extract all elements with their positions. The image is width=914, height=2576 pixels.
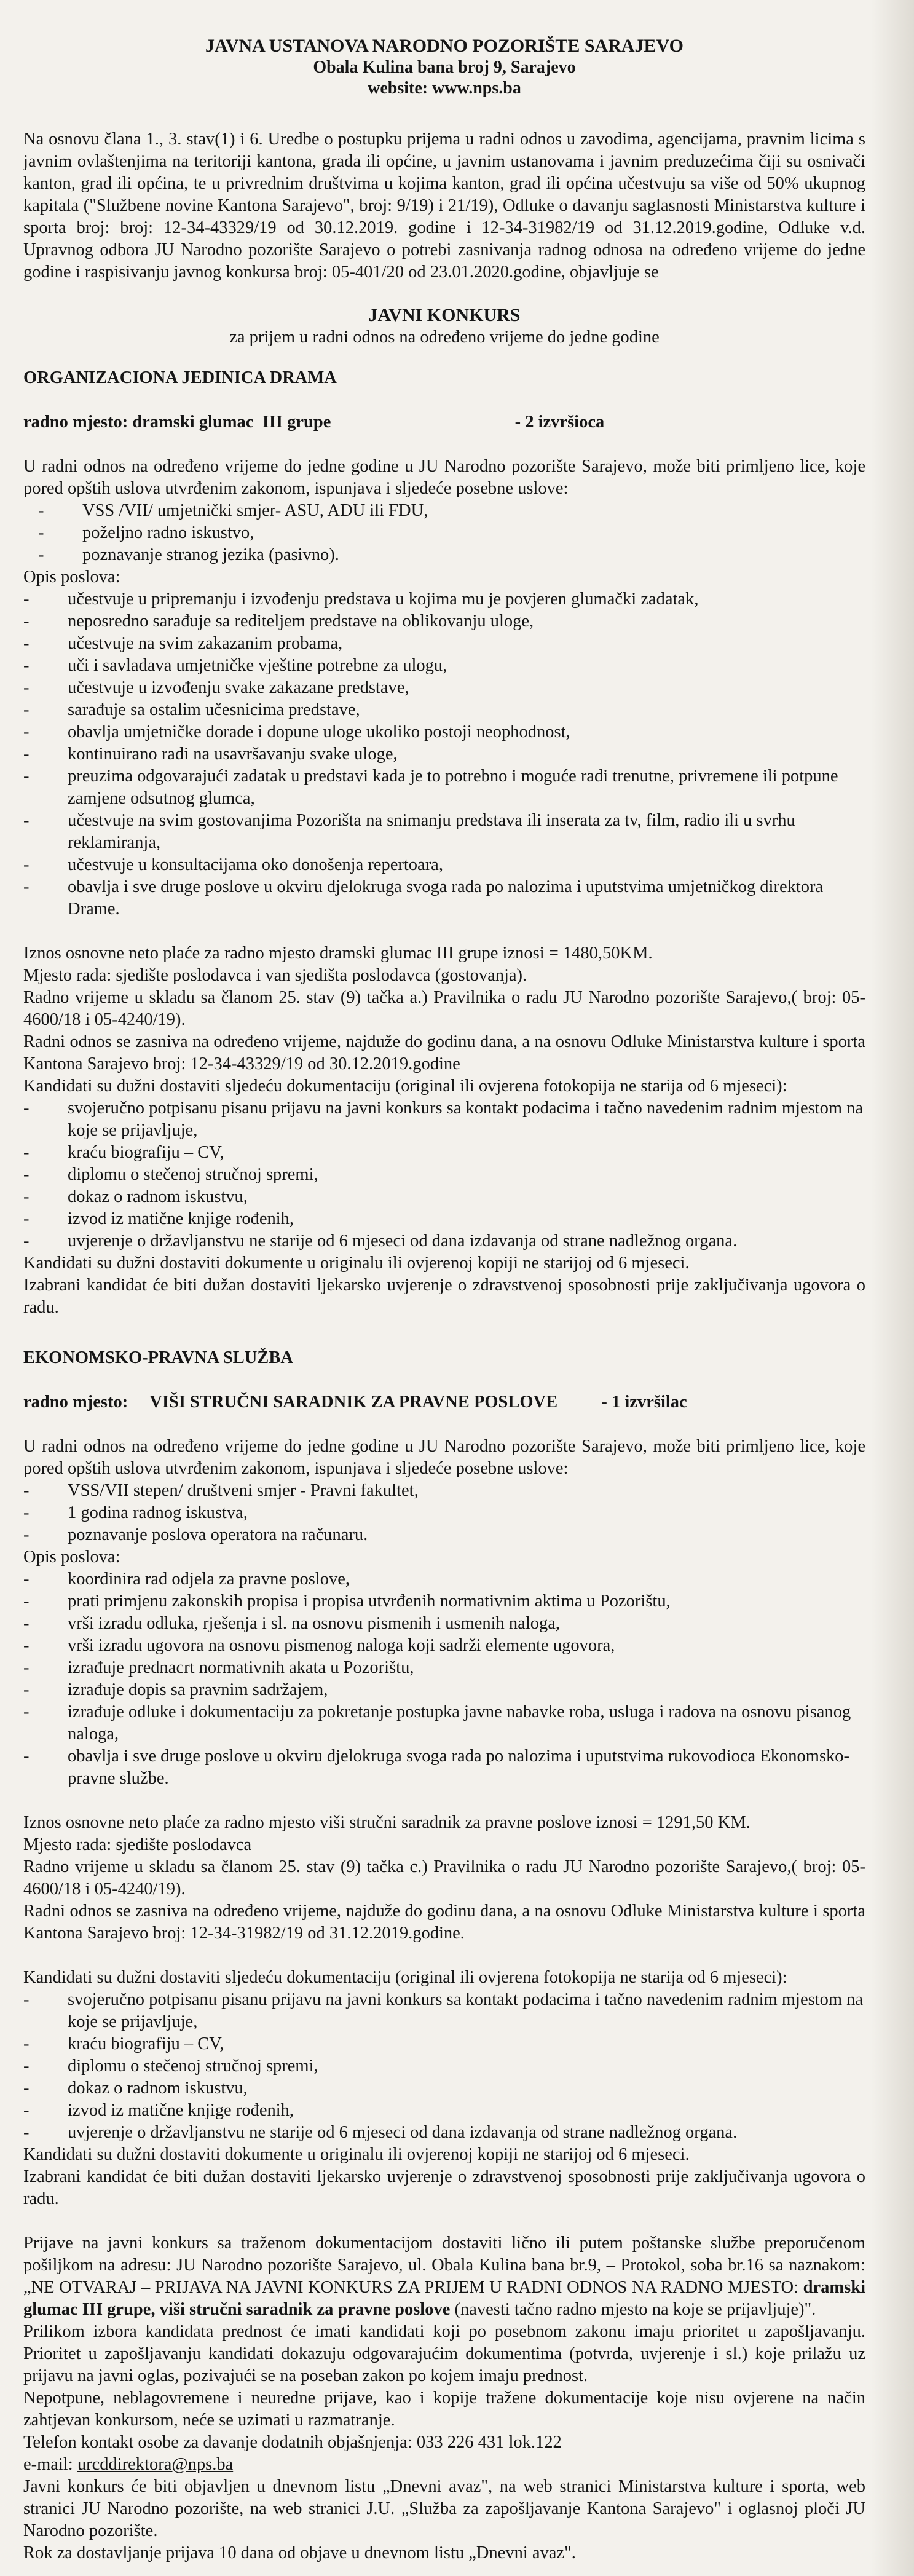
workplace-line: Mjesto rada: sjedište poslodavca i van sjedišta poslodavca (gostovanja).: [23, 966, 527, 985]
duties-title: Opis poslova:: [23, 1547, 120, 1567]
section-legal-heading: EKONOMSKO-PRAVNA SLUŽBA: [23, 1348, 293, 1367]
originals-note: Kandidati su dužni dostaviti dokumente u originalu ili ovjerenoj kopiji ne starijoj od 6 mjeseci.: [23, 1254, 690, 1273]
salary-line: Iznos osnovne neto plaće za radno mjesto dramski glumac III grupe iznosi = 1480,50KM.: [23, 944, 653, 963]
list-item: - obavlja i sve druge poslove u okviru djelokruga svoga rada po nalozima i uputstvima rukovodioca Ekonomsko-pravne službe.: [23, 1745, 865, 1790]
duties-title: Opis poslova:: [23, 567, 120, 587]
working-hours-line: Radno vrijeme u skladu sa članom 25. stav (9) tačka c.) Pravilnika o radu JU Narodno pozorište Sarajevo,( broj: 05-4600/18 i 05-4240/19).: [23, 1857, 865, 1898]
medical-note: Izabrani kandidat će biti dužan dostaviti ljekarsko uvjerenje o zdravstvenoj sposobnosti prije zaključivanja ugovora o radu.: [23, 2167, 865, 2208]
list-item: - izrađuje odluke i dokumentaciju za pokretanje postupka javne nabavke roba, usluga i radova na osnovu pisanog naloga,: [23, 1701, 865, 1745]
medical-note: Izabrani kandidat će biti dužan dostaviti ljekarsko uvjerenje o zdravstvenoj sposobnosti prije zaključivanja ugovora o radu.: [23, 1276, 865, 1317]
list-item: - dokaz o radnom iskustvu,: [23, 1186, 865, 1208]
list-item: - izvod iz matične knjige rođenih,: [23, 2100, 865, 2122]
list-item: - izvod iz matične knjige rođenih,: [23, 1208, 865, 1230]
position-count: - 2 izvršioca: [514, 413, 605, 432]
list-item: - izrađuje dopis sa pravnim sadržajem,: [23, 1679, 865, 1701]
documents-intro: Kandidati su dužni dostaviti sljedeću dokumentaciju (original ili ovjerena fotokopija ne starija od 6 mjeseci):: [23, 1077, 787, 1096]
section-drama-heading: ORGANIZACIONA JEDINICA DRAMA: [23, 368, 337, 387]
list-item: - neposredno sarađuje sa rediteljem predstave na oblikovanju uloge,: [23, 610, 865, 633]
conditions-list: [23, 500, 865, 566]
list-item: - sarađuje sa ostalim učesnicima predstave,: [23, 699, 865, 721]
list-item: - VSS/VII stepen/ društveni smjer - Pravni fakultet,: [23, 1480, 865, 1502]
list-item: - učestvuje na svim gostovanjima Pozorišta na snimanju predstava ili inserata za tv, film, radio ili u svrhu reklamiranja,: [23, 810, 865, 854]
priority-paragraph: Prilikom izbora kandidata prednost će imati kandidati koji po posebnom zakonu imaju prioritet u zapošljavanju. Prioritet u zapošljavanju kandidati dokazuju odgovarajućim dokumentima (potvrda, uvjerenje i sl.) koje prilažu uz prijavu na javni oglas, pozivajući se na poseban zakon po kojem imaju prednost.: [23, 2322, 865, 2385]
list-item: - diplomu o stečenoj stručnoj spremi,: [23, 2055, 865, 2077]
institution-name: JAVNA USTANOVA NARODNO POZORIŠTE SARAJEVO: [205, 36, 684, 56]
list-item: - preuzima odgovarajući zadatak u predstavi kada je to potrebno i moguće radi trenutne, privremene ili potpune zamjene odsutnog glumca,: [23, 765, 865, 810]
conditions-intro: U radni odnos na određeno vrijeme do jedne godine u JU Narodno pozorište Sarajevo, može biti primljeno lice, koje pored opštih uslova utvrđenim zakonom, ispunjava i sljedeće posebne uslove:: [23, 457, 865, 498]
position-drama-line: [23, 411, 865, 433]
konkurs-title: JAVNI KONKURS: [368, 305, 521, 325]
submission-paragraph: [23, 2232, 865, 2321]
publication-note: Javni konkurs će biti objavljen u dnevnom listu „Dnevni avaz", na web stranici Ministarstva kulture i sporta, web stranici JU Narodno pozorište, na web stranici J.U. „Služba za zapošljavanje Kantona Sarajevo" i oglasnoj ploči JU Narodno pozorište.: [23, 2477, 865, 2540]
list-item: - poželjno radno iskustvo,: [23, 522, 865, 544]
email-label: e-mail:: [23, 2455, 77, 2474]
position-legal-line: [23, 1391, 865, 1413]
list-item: - obavlja umjetničke dorade i dopune uloge ukoliko postoji neophodnost,: [23, 721, 865, 743]
salary-line: Iznos osnovne neto plaće za radno mjesto viši stručni saradnik za pravne poslove iznosi = 1291,50 KM.: [23, 1813, 751, 1832]
deadline-note: Rok za dostavljanje prijava 10 dana od objave u dnevnom listu „Dnevni avaz".: [23, 2543, 576, 2562]
list-item: - svojeručno potpisanu pisanu prijavu na javni konkurs sa kontakt podacima i tačno navedenim radnim mjestom na koje se prijavljuje,: [23, 1989, 865, 2033]
list-item: - 1 godina radnog iskustva,: [23, 1502, 865, 1524]
position-name: VIŠI STRUČNI SARADNIK ZA PRAVNE POSLOVE: [149, 1393, 558, 1412]
documents-list: [23, 1989, 865, 2144]
workplace-line: Mjesto rada: sjedište poslodavca: [23, 1835, 252, 1854]
list-item: - učestvuje u pripremanju i izvođenju predstava u kojima mu je povjeren glumački zadatak,: [23, 588, 865, 610]
list-item: - vrši izradu odluka, rješenja i sl. na osnovu pismenih i usmenih naloga,: [23, 1613, 865, 1635]
institution-website: website: www.nps.ba: [368, 79, 521, 98]
list-item: - dokaz o radnom iskustvu,: [23, 2077, 865, 2100]
submission-positions: dramski glumac III grupe, viši stručni saradnik za pravne poslove: [23, 2278, 865, 2319]
position-label: radno mjesto: dramski glumac: [23, 413, 254, 432]
position-count: - 1 izvršilac: [601, 1393, 687, 1412]
list-item: - prati primjenu zakonskih propisa i propisa utvrđenih normativnim aktima u Pozorištu,: [23, 1590, 865, 1613]
decision-line: Radni odnos se zasniva na određeno vrijeme, najduže do godinu dana, a na osnovu Odluke Ministarstva kulture i sporta Kantona Sarajevo broj: 12-34-31982/19 od 31.12.2019.godine.: [23, 1902, 865, 1943]
working-hours-line: Radno vrijeme u skladu sa članom 25. stav (9) tačka a.) Pravilnika o radu JU Narodno pozorište Sarajevo,( broj: 05-4600/18 i 05-4240/19).: [23, 988, 865, 1029]
duties-list: [23, 588, 865, 920]
list-item: - izrađuje prednacrt normativnih akata u Pozorištu,: [23, 1657, 865, 1679]
list-item: - učestvuje u konsultacijama oko donošenja repertoara,: [23, 854, 865, 876]
page-edge-shadow: [871, 0, 914, 2576]
conditions-list: [23, 1480, 865, 1546]
documents-intro: Kandidati su dužni dostaviti sljedeću dokumentaciju (original ili ovjerena fotokopija ne starija od 6 mjeseci):: [23, 1968, 787, 1987]
position-label: radno mjesto:: [23, 1393, 128, 1412]
email-link[interactable]: urcddirektora@nps.ba: [77, 2455, 234, 2474]
list-item: - poznavanje stranog jezika (pasivno).: [23, 544, 865, 566]
contact-phone: Telefon kontakt osobe za davanje dodatnih objašnjenja: 033 226 431 lok.122: [23, 2433, 562, 2452]
duties-list: [23, 1568, 865, 1790]
contact-email-line: [23, 2454, 865, 2476]
institution-address: Obala Kulina bana broj 9, Sarajevo: [313, 58, 576, 77]
konkurs-subtitle: za prijem u radni odnos na određeno vrijeme do jedne godine: [229, 328, 660, 347]
announcement-page: [23, 34, 865, 2564]
conditions-intro: U radni odnos na određeno vrijeme do jedne godine u JU Narodno pozorište Sarajevo, može biti primljeno lice, koje pored opštih uslova utvrđenim zakonom, ispunjava i sljedeće posebne uslove:: [23, 1437, 865, 1478]
legal-basis-paragraph: Na osnovu člana 1., 3. stav(1) i 6. Uredbe o postupku prijema u radni odnos u zavodima, agencijama, pravnim licima s javnim ovlaštenjima na teritoriji kantona, grada ili općine, u javnim ustanovama i javnim preduzećima čiji su osnivači kanton, grad ili općina, te u privrednim društvima u kojima kanton, grad ili općina učestvuju sa više od 50% ukupnog kapitala ("Službene novine Kantona Sarajevo", broj: 9/19) i 21/19), Odluke o davanju saglasnosti Ministarstva kulture i sporta broj: broj: 12-34-43329/19 od 30.12.2019. godine i 12-34-31982/19 od 31.12.2019.godine, Odluke v.d. Upravnog odbora JU Narodno pozorište Sarajevo o potrebi zasnivanja radnog odnosa na određeno vrijeme do jedne godine i raspisivanju javnog konkursa broj: 05-401/20 od 23.01.2020.godine, objavljuje se: [23, 130, 865, 282]
originals-note: Kandidati su dužni dostaviti dokumente u originalu ili ovjerenoj kopiji ne starijoj od 6 mjeseci.: [23, 2145, 690, 2164]
list-item: - učestvuje na svim zakazanim probama,: [23, 633, 865, 655]
submission-note: (navesti tačno radno mjesto na koje se prijavljuje)".: [450, 2300, 816, 2319]
list-item: - kraću biografiju – CV,: [23, 2033, 865, 2055]
list-item: - vrši izradu ugovora na osnovu pismenog naloga koji sadrži elemente ugovora,: [23, 1635, 865, 1657]
submission-text: Prijave na javni konkurs sa traženom dokumentacijom dostaviti lično ili putem poštanske službe preporučenom pošiljkom na adresu: JU Narodno pozorište Sarajevo, ul. Obala Kulina bana br.9, – Protokol, soba br.16 sa naznakom: „NE OTVARAJ – PRIJAVA NA JAVNI KONKURS ZA PRIJEM U RADNI ODNOS NA RADNO MJESTO:: [23, 2234, 865, 2297]
list-item: - poznavanje poslova operatora na računaru.: [23, 1524, 865, 1546]
list-item: - učestvuje u izvođenju svake zakazane predstave,: [23, 677, 865, 699]
list-item: - obavlja i sve druge poslove u okviru djelokruga svoga rada po nalozima i uputstvima umjetničkog direktora Drame.: [23, 876, 865, 920]
list-item: - kontinuirano radi na usavršavanju svake uloge,: [23, 743, 865, 765]
decision-line: Radni odnos se zasniva na određeno vrijeme, najduže do godinu dana, a na osnovu Odluke Ministarstva kulture i sporta Kantona Sarajevo broj: 12-34-43329/19 od 30.12.2019.godine: [23, 1032, 865, 1073]
list-item: - uvjerenje o državljanstvu ne starije od 6 mjeseci od dana izdavanja od strane nadležnog organa.: [23, 2122, 865, 2144]
list-item: - VSS /VII/ umjetnički smjer- ASU, ADU ili FDU,: [23, 500, 865, 522]
list-item: - uči i savladava umjetničke vještine potrebne za ulogu,: [23, 655, 865, 677]
position-grade: III grupe: [262, 413, 331, 432]
institution-header: [23, 34, 865, 99]
incomplete-applications-note: Nepotpune, neblagovremene i neuredne prijave, kao i kopije tražene dokumentacije koje nisu ovjerene na način zahtjevan konkursom, neće se uzimati u razmatranje.: [23, 2388, 865, 2430]
list-item: - uvjerenje o državljanstvu ne starije od 6 mjeseci od dana izdavanja od strane nadležnog organa.: [23, 1230, 865, 1252]
list-item: - kraću biografiju – CV,: [23, 1142, 865, 1164]
list-item: - svojeručno potpisanu pisanu prijavu na javni konkurs sa kontakt podacima i tačno navedenim radnim mjestom na koje se prijavljuje,: [23, 1097, 865, 1142]
list-item: - koordinira rad odjela za pravne poslove,: [23, 1568, 865, 1590]
documents-list: [23, 1097, 865, 1252]
list-item: - diplomu o stečenoj stručnoj spremi,: [23, 1164, 865, 1186]
